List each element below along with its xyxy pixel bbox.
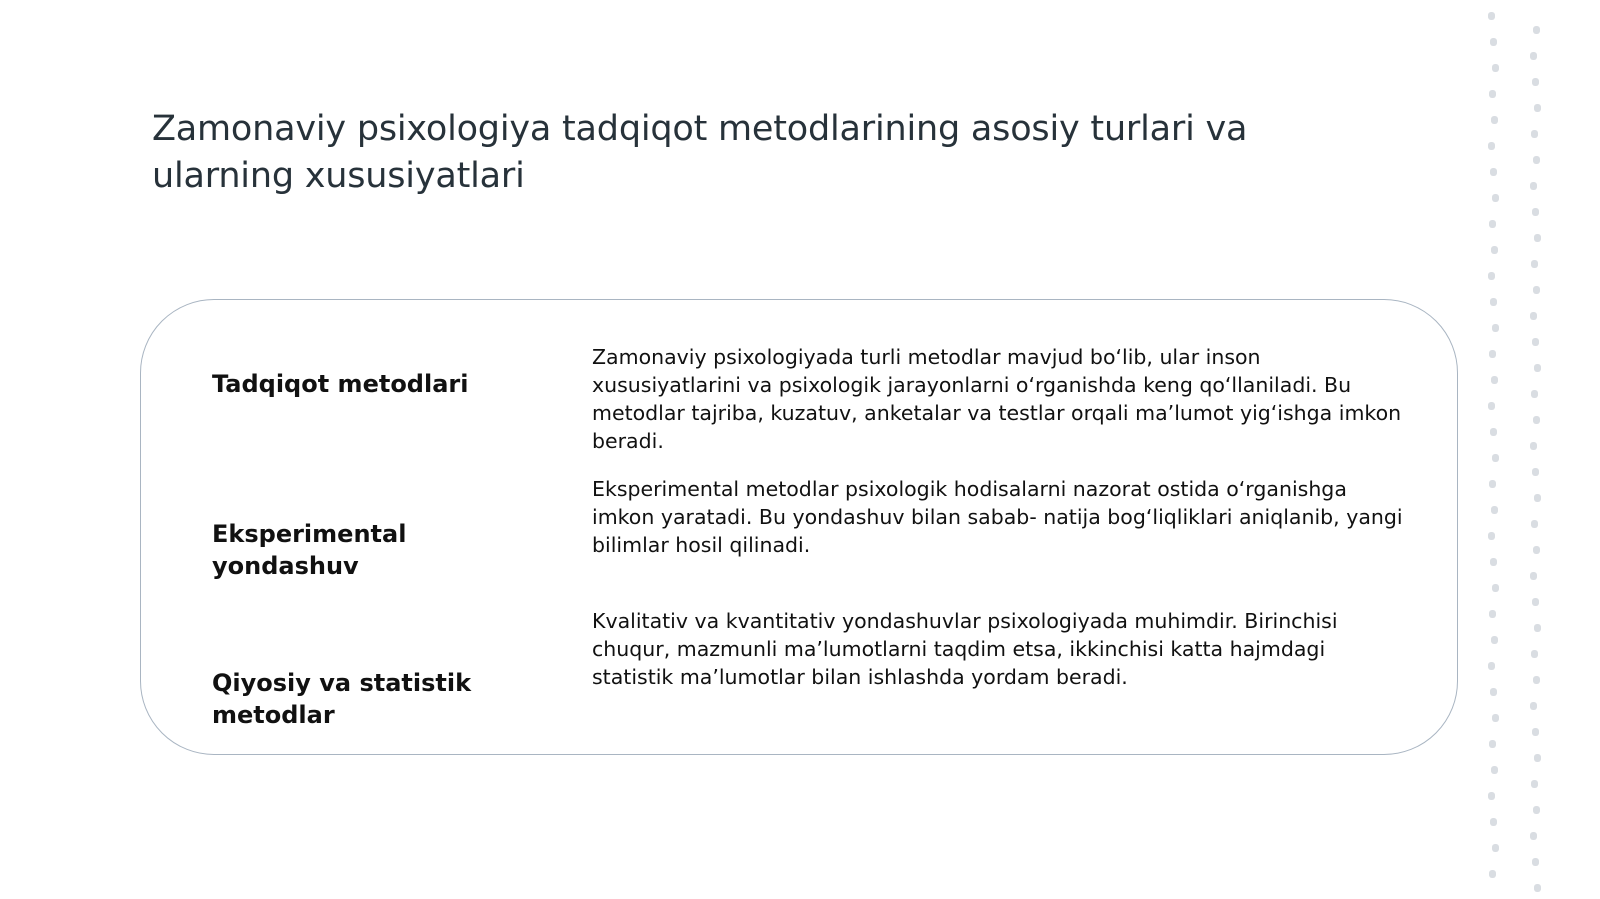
- decor-dot: [1532, 208, 1539, 216]
- decor-dot: [1489, 610, 1496, 618]
- decor-dot: [1490, 38, 1497, 46]
- decor-dot: [1532, 728, 1539, 736]
- decor-dot: [1489, 480, 1496, 488]
- decor-dot: [1532, 338, 1539, 346]
- decor-dot: [1534, 234, 1541, 242]
- decor-dot: [1492, 324, 1499, 332]
- decor-dot: [1488, 142, 1495, 150]
- decor-dot: [1533, 416, 1540, 424]
- description-comparative-statistical-methods: Kvalitativ va kvantitativ yondashuvlar psixologiyada muhimdir. Birinchisi chuqur, mazmunli ma’lumotlarni taqdim etsa, ikkinchisi katta hajmdagi statistik ma’lumotlar bilan ishlashda yordam beradi.: [592, 609, 1338, 689]
- decor-dot: [1491, 116, 1498, 124]
- term-research-methods: Tadqiqot metodlari: [212, 370, 469, 398]
- decor-dot: [1532, 598, 1539, 606]
- decor-dot: [1491, 376, 1498, 384]
- decor-dot: [1491, 636, 1498, 644]
- decor-dot: [1490, 428, 1497, 436]
- decor-dot: [1530, 572, 1537, 580]
- decor-dot: [1534, 884, 1541, 892]
- decor-dot: [1530, 52, 1537, 60]
- decor-dot: [1488, 12, 1495, 20]
- decor-dot: [1533, 676, 1540, 684]
- decor-dot: [1491, 246, 1498, 254]
- decor-dot: [1532, 858, 1539, 866]
- description-experimental-approach: Eksperimental metodlar psixologik hodisalarni nazorat ostida o‘rganishga imkon yaratadi. Bu yondashuv bilan sabab- natija bog‘liqliklari aniqlanib, yangi bilimlar hosil qilinadi.: [592, 477, 1403, 557]
- decor-dot: [1533, 806, 1540, 814]
- decor-dot: [1492, 714, 1499, 722]
- decor-dot: [1530, 702, 1537, 710]
- description-research-methods: Zamonaviy psixologiyada turli metodlar mavjud bo‘lib, ular inson xususiyatlarini va psixologik jarayonlarni o‘rganishda keng qo‘llaniladi. Bu metodlar tajriba, kuzatuv, anketalar va testlar orqali ma’lumot yig‘ishga imkon beradi.: [592, 345, 1402, 453]
- decor-dot: [1490, 168, 1497, 176]
- decor-dot: [1492, 844, 1499, 852]
- decor-dot: [1530, 832, 1537, 840]
- term-comparative-statistical-methods: Qiyosiy va statistik metodlar: [212, 669, 472, 729]
- decor-dot: [1533, 156, 1540, 164]
- term-experimental-approach: Eksperimental yondashuv: [212, 520, 407, 580]
- decor-dot: [1488, 792, 1495, 800]
- decor-dot: [1490, 558, 1497, 566]
- decor-dot: [1488, 662, 1495, 670]
- decorative-dot-pattern: [1460, 0, 1600, 899]
- decor-dot: [1489, 740, 1496, 748]
- decor-dot: [1492, 454, 1499, 462]
- decor-dot: [1489, 90, 1496, 98]
- decor-dot: [1490, 298, 1497, 306]
- decor-dot: [1488, 532, 1495, 540]
- decor-dot: [1530, 182, 1537, 190]
- decor-dot: [1491, 506, 1498, 514]
- decor-dot: [1533, 26, 1540, 34]
- decor-dot: [1492, 194, 1499, 202]
- decor-dot: [1531, 390, 1538, 398]
- decor-dot: [1488, 402, 1495, 410]
- decor-dot: [1489, 220, 1496, 228]
- decor-dot: [1492, 584, 1499, 592]
- decor-dot: [1530, 442, 1537, 450]
- decor-dot: [1531, 130, 1538, 138]
- decor-dot: [1532, 78, 1539, 86]
- decor-dot: [1531, 520, 1538, 528]
- decor-dot: [1531, 780, 1538, 788]
- decor-dot: [1533, 286, 1540, 294]
- decor-dot: [1533, 546, 1540, 554]
- decor-dot: [1489, 350, 1496, 358]
- decor-dot: [1534, 364, 1541, 372]
- decor-dot: [1491, 766, 1498, 774]
- decor-dot: [1531, 650, 1538, 658]
- decor-dot: [1492, 64, 1499, 72]
- decor-dot: [1534, 624, 1541, 632]
- decor-dot: [1490, 688, 1497, 696]
- decor-dot: [1489, 870, 1496, 878]
- decor-dot: [1534, 754, 1541, 762]
- decor-dot: [1534, 494, 1541, 502]
- decor-dot: [1490, 818, 1497, 826]
- decor-dot: [1531, 260, 1538, 268]
- decor-dot: [1532, 468, 1539, 476]
- decor-dot: [1488, 272, 1495, 280]
- decor-dot: [1534, 104, 1541, 112]
- slide-title: Zamonaviy psixologiya tadqiqot metodlarining asosiy turlari va ularning xususiyatlari: [152, 109, 1248, 196]
- decor-dot: [1530, 312, 1537, 320]
